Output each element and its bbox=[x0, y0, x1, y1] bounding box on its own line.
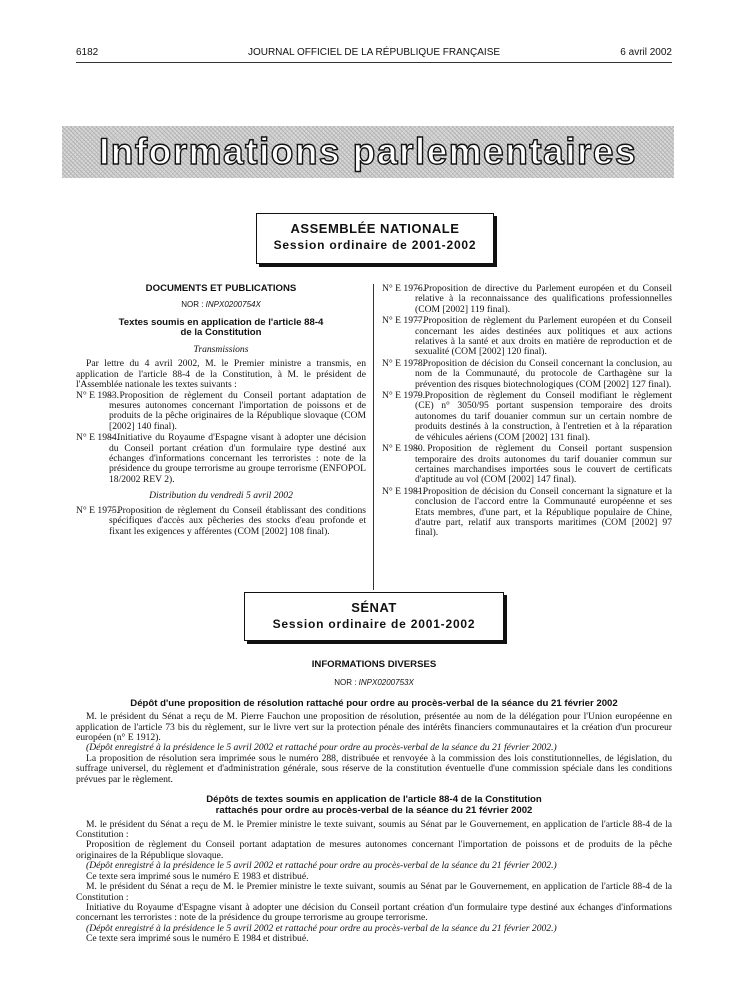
deposit-note: (Dépôt enregistré à la présidence le 5 avril 2002 et rattaché pour ordre au procès-verbal de la séance du 21 février 2002.) bbox=[86, 742, 557, 754]
section-title: DOCUMENTS ET PUBLICATIONS bbox=[145, 283, 297, 294]
distribution-label: Distribution du vendredi 5 avril 2002 bbox=[149, 490, 293, 502]
heading-resolution: Dépôt d'une proposition de résolution rattaché pour ordre au procès-verbal de la séance du 21 février 2002 bbox=[130, 697, 618, 709]
transmissions-label: Transmissions bbox=[193, 344, 249, 355]
informations-title: INFORMATIONS DIVERSES bbox=[311, 659, 437, 670]
banner-title: Informations parlementaires bbox=[98, 131, 638, 172]
paragraph: M. le président du Sénat a reçu de M. le Premier ministre le texte suivant, soumis au Sénat par le Gouvernement, en application de l'article 88-4 de la Constitution : bbox=[76, 818, 672, 841]
paragraph: M. le président du Sénat a reçu de M. le Premier ministre le texte suivant, soumis au Sénat par le Gouvernement, en application de l'article 88-4 de la Constitution : bbox=[76, 881, 672, 903]
item-number: N° E 1984. bbox=[76, 432, 120, 444]
subtitle-line-1: Textes soumis en application de l'article 88-4 bbox=[118, 316, 324, 328]
list-item bbox=[382, 444, 672, 486]
page-header bbox=[76, 47, 672, 63]
list-item bbox=[382, 487, 672, 539]
issue-date: 6 avril 2002 bbox=[620, 47, 672, 58]
heading-depots bbox=[76, 795, 672, 817]
senat-title: SÉNAT bbox=[351, 600, 397, 615]
assemblee-title-box bbox=[256, 213, 494, 264]
paragraph: Ce texte sera imprimé sous le numéro E 1984 et distribué. bbox=[86, 933, 309, 945]
senat-title-box bbox=[244, 592, 504, 641]
list-item bbox=[382, 316, 672, 358]
paragraph: La proposition de résolution sera imprimée sous le numéro 288, distribuée et renvoyée à la commission des lois constitutionnelles, de législation, du suffrage universel, du règlement et d'administration générale, sous réserve de la constitution éventuelle d'une commission spéciale dans les conditions prévues par le règlement. bbox=[76, 752, 672, 785]
item-number: N° E 1975. bbox=[76, 504, 120, 516]
item-number: N° E 1979. bbox=[382, 390, 426, 402]
item-text: – Proposition de décision du Conseil concernant la signature et la conclusion de l'accord entre la Communauté européenne et ses Etats membres, d'une part, et la République populaire de Chine, d'autre part, relatif aux transports maritimes (COM [2002] 97 final). bbox=[415, 485, 672, 539]
item-number: N° E 1980. bbox=[382, 443, 426, 455]
page-number: 6182 bbox=[76, 47, 99, 58]
assemblee-session: Session ordinaire de 2001-2002 bbox=[273, 238, 477, 252]
list-item bbox=[382, 284, 672, 315]
right-column bbox=[382, 284, 672, 540]
heading-depots-line-1: Dépôts de textes soumis en application de l'article 88-4 de la Constitution bbox=[206, 794, 542, 806]
list-item bbox=[382, 391, 672, 443]
item-text: – Proposition de règlement du Conseil modifiant le règlement (CE) n° 3050/95 portant suspension temporaire des droits autonomes du tarif douanier commun sur un certain nombre de produits destinés à la construction, à l'entretien et à la réparation de véhicules aériens (COM [2002] 131 final). bbox=[415, 390, 672, 443]
nor-reference bbox=[76, 300, 366, 310]
nor-code: INPX0200753X bbox=[358, 678, 414, 688]
list-item bbox=[382, 359, 672, 390]
item-text: – Initiative du Royaume d'Espagne visant à adopter une décision du Conseil portant création d'un formulaire type destiné aux échanges d'informations concernant les terroristes : note de la présidence du groupe terrorisme au groupe terrorisme (ENFOPOL 18/2002 REV 2). bbox=[109, 432, 366, 485]
assemblee-title: ASSEMBLÉE NATIONALE bbox=[290, 221, 460, 236]
deposit-note: (Dépôt enregistré à la présidence le 5 avril 2002 et rattaché pour ordre au procès-verbal de la séance du 21 février 2002.) bbox=[86, 860, 557, 872]
item-text: – Proposition de règlement du Conseil portant suspension temporaire des droits autonomes du tarif douanier commun sur certaines marchandises importées sous le couvert de certificats d'aptitude au vol (COM [2002] 147 final). bbox=[415, 443, 672, 486]
nor-code: INPX0200754X bbox=[205, 300, 261, 310]
heading-depots-line-2: rattachés pour ordre au procès-verbal de la séance du 21 février 2002 bbox=[215, 804, 533, 816]
item-text: – Proposition de règlement du Conseil portant adaptation de mesures autonomes concernant l'importation de poissons et de produits de la pêche originaires de la République slovaque (COM [2002] 140 final). bbox=[109, 389, 366, 432]
item-text: – Proposition de règlement du Conseil établissant des conditions spécifiques d'accès aux pêcheries des stocks d'eau profonde et fixant les exigences y afférentes (COM [2002] 108 final). bbox=[109, 504, 366, 537]
header-rule bbox=[76, 62, 672, 63]
paragraph: Ce texte sera imprimé sous le numéro E 1983 et distribué. bbox=[86, 870, 309, 882]
list-item bbox=[76, 433, 366, 485]
item-number: N° E 1981. bbox=[382, 485, 426, 497]
item-number: N° E 1977. bbox=[382, 315, 426, 327]
item-text: – Proposition de règlement du Parlement européen et du Conseil concernant les aides destinées aux politiques et aux actions relatives à la santé et aux droits en matière de reproduction et de sexualité (COM [2002] 120 final). bbox=[415, 315, 672, 358]
list-item bbox=[76, 391, 366, 433]
deposit-note: (Dépôt enregistré à la présidence le 5 avril 2002 et rattaché pour ordre au procès-verbal de la séance du 21 février 2002.) bbox=[86, 922, 557, 934]
paragraph: Proposition de règlement du Conseil portant adaptation de mesures autonomes concernant l'importation de poissons et de produits de la pêche originaires de la République slovaque. bbox=[76, 839, 672, 861]
intro-paragraph: Par lettre du 4 avril 2002, M. le Premier ministre a transmis, en application de l'article 88-4 de la Constitution, à M. le président de l'Assemblée nationale les textes suivants : bbox=[76, 358, 366, 391]
nor-label: NOR : bbox=[334, 678, 357, 688]
paragraph: Initiative du Royaume d'Espagne visant à adopter une décision du Conseil portant création d'un formulaire type destiné aux échanges d'informations concernant les terroristes : note de la présidence du groupe terrorisme au groupe terrorisme. bbox=[76, 901, 672, 924]
subtitle bbox=[76, 318, 366, 339]
item-number: N° E 1978. bbox=[382, 357, 426, 369]
paragraph: M. le président du Sénat a reçu de M. Pierre Fauchon une proposition de résolution, présentée au nom de la délégation pour l'Union européenne en application de l'article 73 bis du règlement, sur le livre vert sur la protection pénale des intérêts financiers communautaires et la création d'un procureur européen (n° E 1912). bbox=[76, 711, 672, 744]
item-text: – Proposition de directive du Parlement européen et du Conseil relative à la reconnaissance des qualifications professionnelles (COM [2002] 119 final). bbox=[415, 283, 672, 315]
subtitle-line-2: de la Constitution bbox=[180, 327, 262, 339]
informations-diverses bbox=[76, 660, 672, 945]
list-item bbox=[76, 506, 366, 537]
column-divider bbox=[373, 284, 374, 590]
journal-title: JOURNAL OFFICIEL DE LA RÉPUBLIQUE FRANÇAISE bbox=[247, 47, 501, 58]
item-number: N° E 1983. bbox=[76, 389, 120, 401]
nor-reference bbox=[76, 678, 672, 688]
nor-label: NOR : bbox=[181, 300, 204, 310]
senat-session: Session ordinaire de 2001-2002 bbox=[272, 617, 476, 631]
item-text: – Proposition de décision du Conseil concernant la conclusion, au nom de la Communauté, du protocole de Carthagène sur la prévention des risques biotechnologiques (COM [2002] 127 final). bbox=[415, 357, 672, 390]
item-number: N° E 1976. bbox=[382, 283, 426, 294]
left-column bbox=[76, 284, 366, 538]
